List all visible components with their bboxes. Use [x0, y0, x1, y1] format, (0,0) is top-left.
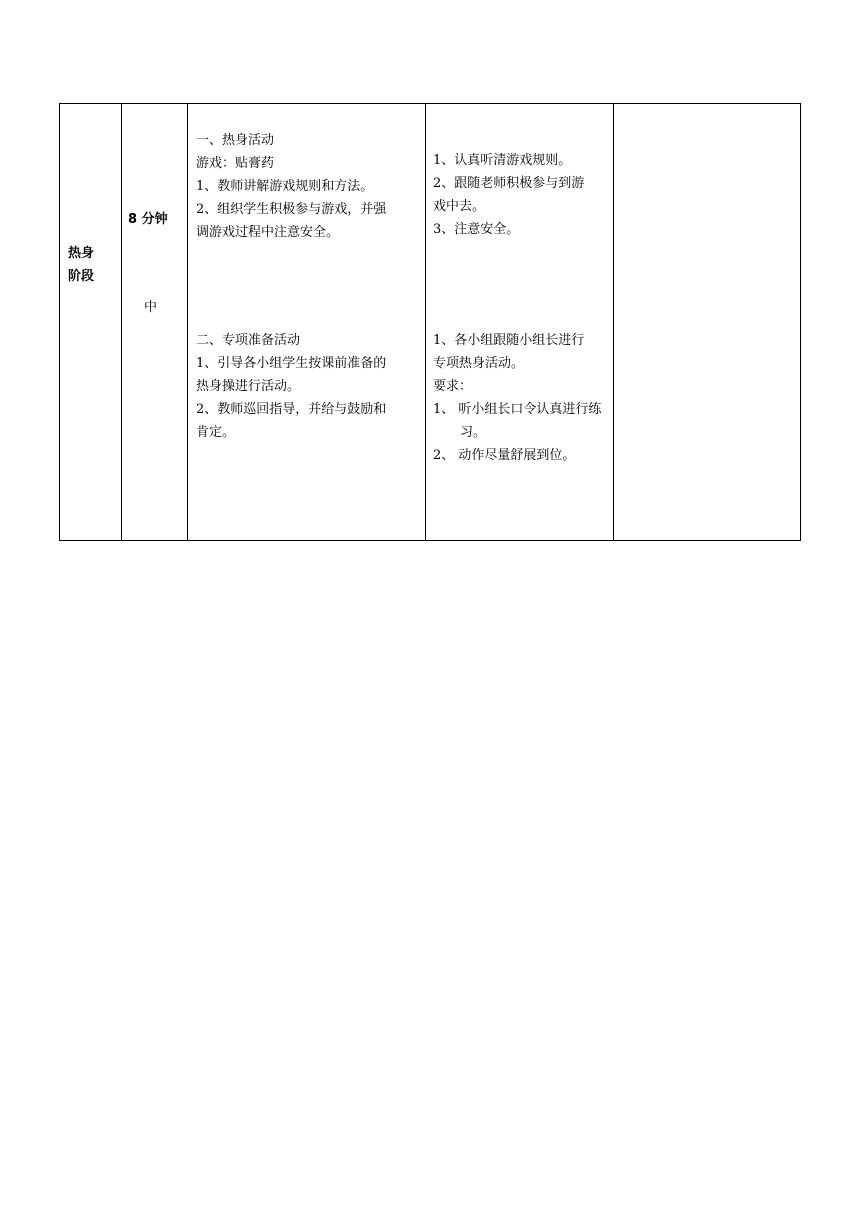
text-line: 戏中去。 [433, 199, 486, 214]
stage-label-line1: 热身 [68, 246, 95, 261]
duration-label: 8 分钟 [128, 212, 168, 227]
text-line: 热身操进行活动。 [196, 379, 301, 394]
text-line: 游戏：贴膏药 [196, 156, 275, 171]
text-line: 二、专项准备活动 [196, 333, 301, 348]
lesson-plan-table [59, 103, 801, 541]
requirement-item: 1、 听小组长口令认真进行练习。 [433, 402, 602, 440]
intensity-label: 中 [144, 300, 158, 315]
text-line: 1、各小组跟随小组长进行 [433, 333, 585, 348]
column-divider [425, 104, 426, 540]
text-line: 1、引导各小组学生按课前准备的 [196, 356, 387, 371]
text-line: 肯定。 [196, 425, 236, 440]
student-activity-warmup [433, 149, 611, 241]
text-line: 2、跟随老师积极参与到游 [433, 176, 585, 191]
column-divider [121, 104, 122, 540]
text-line: 一、热身活动 [196, 133, 275, 148]
text-line: 3、注意安全。 [433, 222, 520, 237]
teacher-activity-warmup [196, 129, 424, 244]
teacher-activity-special [196, 329, 424, 444]
text-line: 1、教师讲解游戏规则和方法。 [196, 179, 374, 194]
column-divider [613, 104, 614, 540]
student-activity-special [433, 329, 611, 467]
text-line: 2、组织学生积极参与游戏，并强 [196, 202, 387, 217]
text-line: 要求： [433, 379, 473, 394]
text-line: 专项热身活动。 [433, 356, 525, 371]
column-divider [187, 104, 188, 540]
requirement-item: 2、 动作尽量舒展到位。 [433, 448, 576, 463]
text-line: 2、教师巡回指导，并给与鼓励和 [196, 402, 387, 417]
stage-cell [68, 242, 118, 288]
text-line: 调游戏过程中注意安全。 [196, 225, 340, 240]
text-line: 1、认真听清游戏规则。 [433, 153, 572, 168]
stage-label-line2: 阶段 [68, 269, 95, 284]
